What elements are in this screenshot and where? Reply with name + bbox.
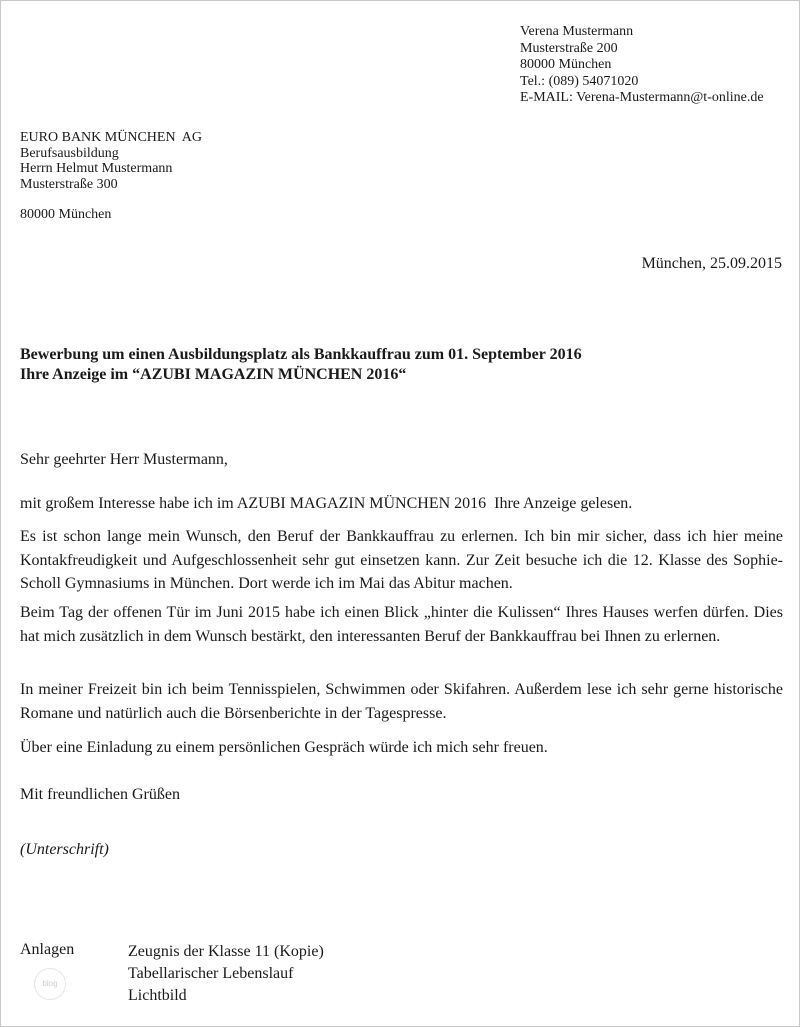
letter-date: München, 25.09.2015 bbox=[641, 255, 782, 272]
sender-street: Musterstraße 200 bbox=[520, 40, 618, 56]
watermark-logo: blog bbox=[34, 968, 66, 1000]
attachment-item: Lichtbild bbox=[128, 987, 187, 1004]
attachment-item: Tabellarischer Lebenslauf bbox=[128, 965, 294, 982]
closing: Mit freundlichen Grüßen bbox=[20, 786, 180, 803]
recipient-department: Berufsausbildung bbox=[20, 145, 119, 161]
paragraph-hobbies: In meiner Freizeit bin ich beim Tennisspielen, Schwimmen oder Skifahren. Außerdem lese ich sehr gerne historische Romane und natürlich auch die Börsenberichte in der Tagespresse. bbox=[20, 681, 783, 722]
sender-name: Verena Mustermann bbox=[520, 24, 634, 39]
recipient-contact: Herrn Helmut Mustermann bbox=[20, 161, 173, 176]
paragraph-invitation: Über eine Einladung zu einem persönlichen Gespräch würde ich mich sehr freuen. bbox=[20, 739, 548, 756]
paragraph-intro: mit großem Interesse habe ich im AZUBI MAGAZIN MÜNCHEN 2016 Ihre Anzeige gelesen. bbox=[20, 495, 633, 512]
attachments-label: Anlagen bbox=[20, 941, 75, 958]
attachment-item: Zeugnis der Klasse 11 (Kopie) bbox=[128, 943, 324, 960]
recipient-company: EURO BANK MÜNCHEN AG bbox=[20, 130, 203, 145]
recipient-city: 80000 München bbox=[20, 207, 112, 222]
sender-email: E-MAIL: Verena-Mustermann@t-online.de bbox=[520, 90, 764, 105]
subject-block bbox=[20, 345, 582, 385]
sender-phone: Tel.: (089) 54071020 bbox=[520, 73, 639, 89]
recipient-address bbox=[20, 130, 202, 223]
subject-line-1: Bewerbung um einen Ausbildungsplatz als Bankkauffrau zum 01. September 2016 bbox=[20, 346, 582, 363]
subject-line-2: Ihre Anzeige im “AZUBI MAGAZIN MÜNCHEN 2016“ bbox=[20, 366, 407, 383]
salutation: Sehr geehrter Herr Mustermann, bbox=[20, 451, 228, 468]
paragraph-open-day: Beim Tag der offenen Tür im Juni 2015 habe ich einen Blick „hinter die Kulissen“ Ihres Hauses werfen dürfen. Dies hat mich zusätzlich in dem Wunsch bestärkt, den interessanten Beruf der Bankkauffrau bei Ihnen zu erlernen. bbox=[20, 604, 783, 645]
sender-city: 80000 München bbox=[520, 57, 612, 72]
attachments-list bbox=[128, 941, 324, 1007]
sender-address bbox=[520, 24, 764, 107]
signature-placeholder: (Unterschrift) bbox=[20, 841, 109, 858]
paragraph-motivation: Es ist schon lange mein Wunsch, den Beruf der Bankkauffrau zu erlernen. Ich bin mir sicher, dass ich hier meine Kontakfreudigkeit und Aufgeschlossenheit sehr gut einsetzen kann. Zur Zeit besuche ich die 12. Klasse des Sophie-Scholl Gymnasiums in München. Dort werde ich im Mai das Abitur machen. bbox=[20, 528, 783, 592]
recipient-street: Musterstraße 300 bbox=[20, 176, 118, 192]
